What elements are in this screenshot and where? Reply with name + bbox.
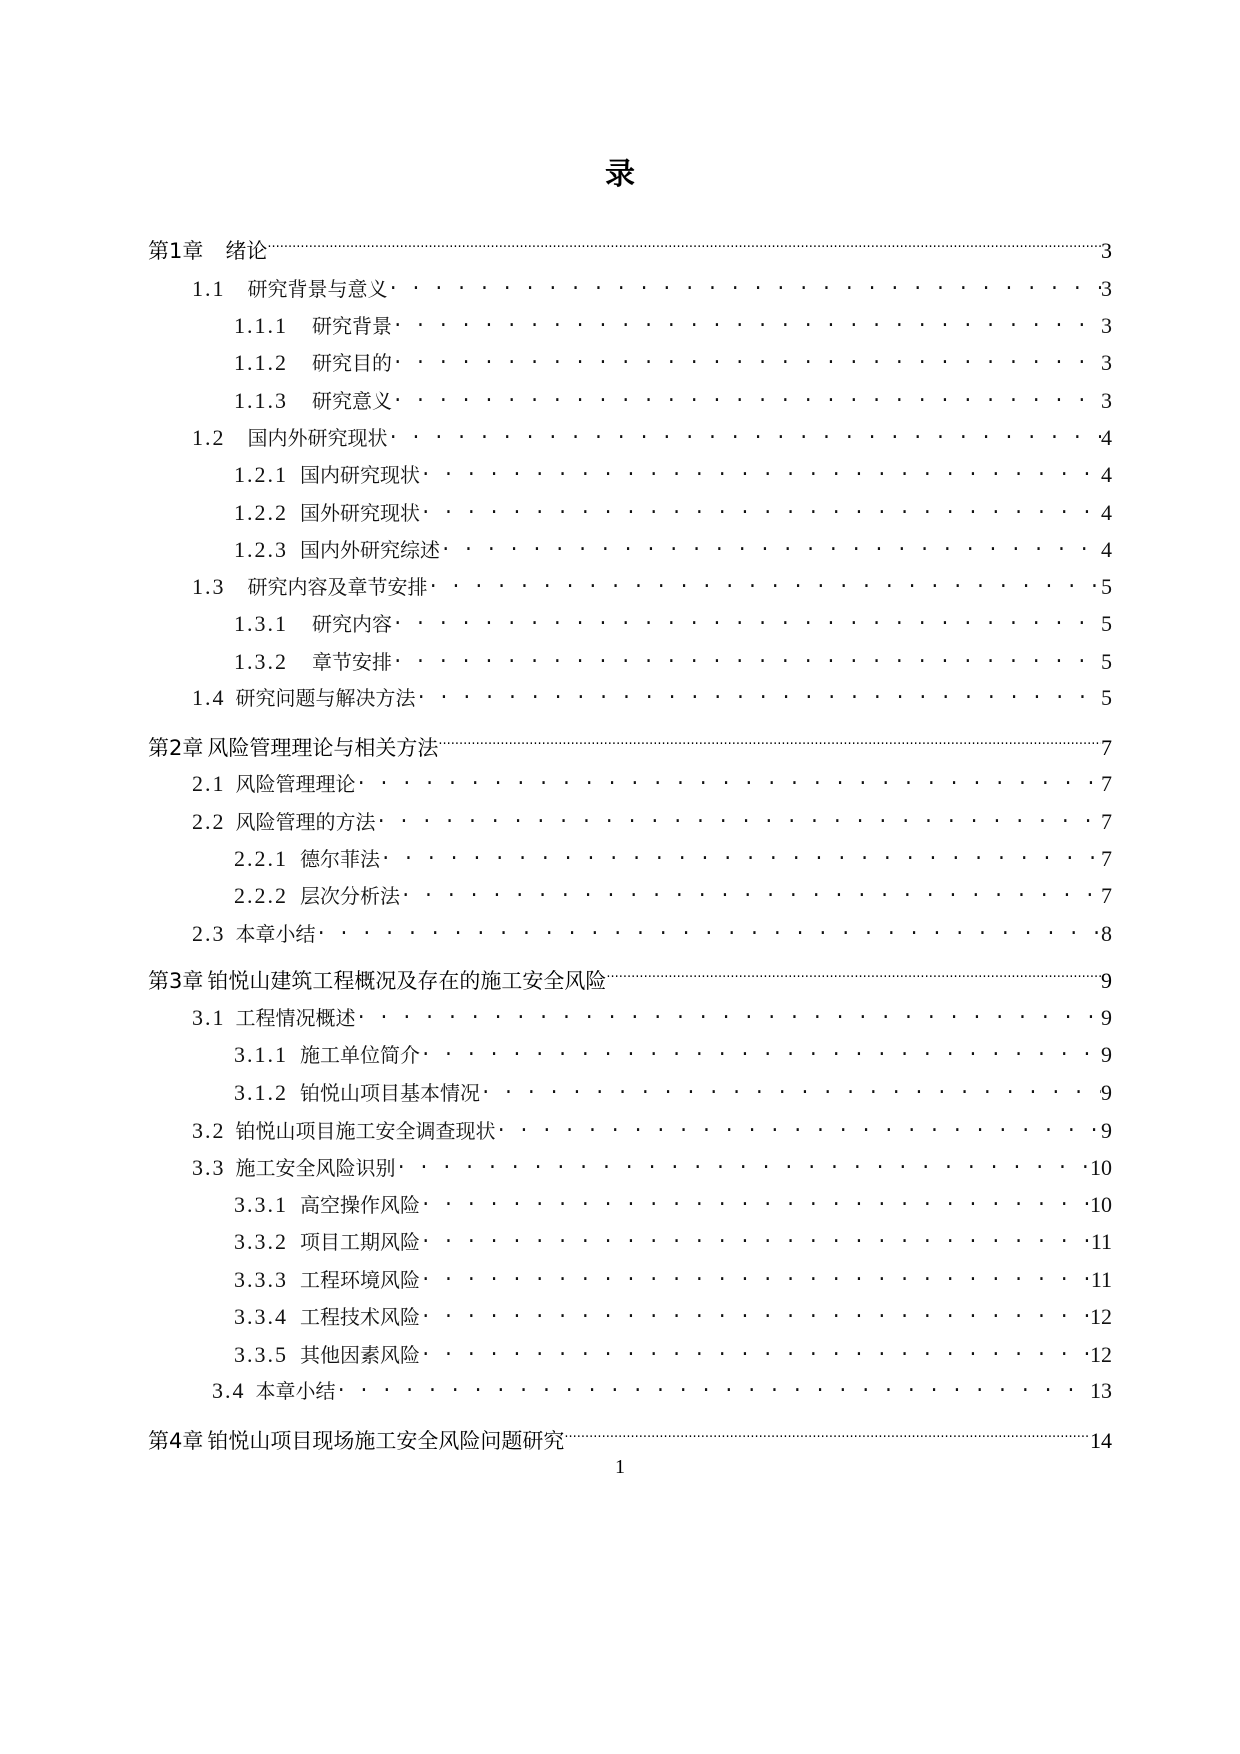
toc-entry-line	[148, 966, 1112, 996]
toc-entry-label: 国外研究现状	[300, 501, 420, 525]
toc-entry-page: 10	[1090, 1155, 1112, 1180]
toc-entry-label: 研究背景与意义	[247, 277, 388, 301]
toc-entry-label: 铂悦山建筑工程概况及存在的施工安全风险	[207, 969, 607, 993]
toc-section-entry[interactable]	[0, 609, 1240, 639]
toc-section-entry[interactable]	[0, 1227, 1240, 1257]
toc-entry-page: 7	[1101, 735, 1112, 760]
toc-entry-page: 9	[1101, 1080, 1112, 1105]
toc-entry-number: 第2章	[148, 736, 204, 760]
toc-section-entry[interactable]	[0, 1340, 1240, 1370]
toc-entry-label: 施工单位简介	[300, 1043, 420, 1067]
toc-entry-number: 1.1.2	[234, 350, 288, 375]
toc-entry-page: 9	[1101, 1042, 1112, 1067]
toc-section-entry[interactable]	[0, 807, 1240, 837]
toc-section-entry[interactable]	[0, 1003, 1240, 1033]
toc-entry-line	[234, 647, 1112, 677]
toc-entry-page: 3	[1101, 238, 1112, 263]
toc-section-entry[interactable]	[0, 1078, 1240, 1108]
toc-chapter-entry[interactable]	[0, 1426, 1240, 1456]
toc-entry-number: 2.1	[192, 771, 226, 796]
toc-section-entry[interactable]	[0, 423, 1240, 453]
toc-entry-page: 10	[1090, 1192, 1112, 1217]
toc-entry-line	[192, 919, 1112, 949]
toc-entry-number: 1.1	[192, 276, 226, 301]
dot-leader	[420, 1302, 1090, 1332]
toc-entry-page: 9	[1101, 1118, 1112, 1143]
toc-entry-number: 1.4	[192, 685, 226, 710]
dot-leader	[440, 535, 1101, 565]
dot-leader	[388, 423, 1102, 453]
toc-entry-page: 3	[1101, 276, 1112, 301]
toc-entry-page: 5	[1101, 685, 1112, 710]
toc-entry-number: 1.2	[192, 425, 226, 450]
toc-entry-number: 3.3.1	[234, 1192, 288, 1217]
toc-entry-number: 1.2.1	[234, 462, 288, 487]
dot-leader	[392, 609, 1101, 639]
dot-leader	[438, 733, 1101, 763]
dot-leader	[480, 1078, 1101, 1108]
toc-entry-line	[192, 807, 1112, 837]
dot-leader	[388, 274, 1102, 304]
toc-entry-label: 层次分析法	[300, 884, 400, 908]
toc-entry-number: 2.2.1	[234, 846, 288, 871]
toc-entry-page: 14	[1090, 1428, 1112, 1453]
toc-entry-label: 其他因素风险	[300, 1343, 420, 1367]
toc-chapter-entry[interactable]	[0, 966, 1240, 996]
toc-entry-label: 国内外研究综述	[300, 538, 440, 562]
toc-entry-number: 1.2.2	[234, 500, 288, 525]
dot-leader	[420, 1227, 1091, 1257]
toc-entry-label: 本章小结	[255, 1379, 336, 1403]
toc-section-entry[interactable]	[0, 844, 1240, 874]
toc-section-entry[interactable]	[0, 1153, 1240, 1183]
toc-entry-page: 11	[1090, 1267, 1112, 1292]
toc-entry-line	[234, 1340, 1112, 1370]
toc-entry-line	[212, 1376, 1112, 1406]
dot-leader	[420, 498, 1101, 528]
toc-entry-line	[234, 1040, 1112, 1070]
toc-entry-label: 风险管理理论	[235, 772, 356, 796]
toc-entry-number: 1.3.2	[234, 649, 288, 674]
toc-section-entry[interactable]	[0, 572, 1240, 602]
toc-entry-line	[148, 236, 1112, 266]
toc-entry-page: 7	[1101, 771, 1112, 796]
toc-entry-page: 9	[1101, 968, 1112, 993]
toc-entry-page: 4	[1101, 425, 1112, 450]
toc-entry-page: 4	[1101, 500, 1112, 525]
toc-chapter-entry[interactable]	[0, 236, 1240, 266]
toc-entry-page: 3	[1101, 313, 1112, 338]
toc-entry-number: 3.3.2	[234, 1229, 288, 1254]
toc-entry-label: 高空操作风险	[300, 1193, 420, 1217]
toc-entry-page: 5	[1101, 611, 1112, 636]
dot-leader	[420, 1040, 1101, 1070]
toc-entry-line	[192, 769, 1112, 799]
dot-leader	[396, 1153, 1091, 1183]
toc-entry-page: 13	[1090, 1378, 1112, 1403]
toc-entry-line	[234, 1078, 1112, 1108]
toc-entry-line	[148, 1426, 1112, 1456]
dot-leader	[420, 1265, 1091, 1295]
toc-entry-line	[234, 311, 1112, 341]
toc-entry-label: 德尔菲法	[300, 847, 380, 871]
dot-leader	[416, 683, 1102, 713]
toc-entry-label: 本章小结	[235, 922, 316, 946]
toc-entry-line	[234, 1265, 1112, 1295]
toc-section-entry[interactable]	[0, 311, 1240, 341]
dot-leader	[380, 844, 1101, 874]
dot-leader	[606, 966, 1101, 996]
toc-entry-page: 5	[1101, 649, 1112, 674]
toc-entry-number: 第4章	[148, 1429, 204, 1453]
toc-entry-number: 1.3.1	[234, 611, 288, 636]
toc-entry-line	[234, 535, 1112, 565]
toc-entry-page: 3	[1101, 388, 1112, 413]
toc-entry-label: 工程情况概述	[235, 1006, 356, 1030]
toc-entry-number: 3.2	[192, 1118, 226, 1143]
dot-leader	[356, 1003, 1102, 1033]
dot-leader	[336, 1376, 1091, 1406]
toc-section-entry[interactable]	[0, 769, 1240, 799]
dot-leader	[428, 572, 1102, 602]
dot-leader	[420, 1190, 1090, 1220]
toc-entry-number: 第1章	[148, 239, 204, 263]
toc-entry-label: 研究意义	[312, 389, 392, 413]
toc-entry-number: 1.1.3	[234, 388, 288, 413]
toc-chapter-entry[interactable]	[0, 733, 1240, 763]
dot-leader	[316, 919, 1102, 949]
toc-section-entry[interactable]	[0, 460, 1240, 490]
toc-entry-page: 3	[1101, 350, 1112, 375]
toc-section-entry[interactable]	[0, 919, 1240, 949]
toc-entry-line	[192, 572, 1112, 602]
toc-entry-page: 9	[1101, 1005, 1112, 1030]
toc-entry-page: 12	[1090, 1304, 1112, 1329]
dot-leader	[400, 881, 1101, 911]
toc-section-entry[interactable]	[0, 1265, 1240, 1295]
toc-entry-number: 2.2.2	[234, 883, 288, 908]
dot-leader	[376, 807, 1102, 837]
toc-entry-number: 1.3	[192, 574, 226, 599]
toc-entry-label: 研究内容	[312, 612, 392, 636]
toc-entry-page: 4	[1101, 537, 1112, 562]
toc-entry-page: 11	[1090, 1229, 1112, 1254]
toc-section-entry[interactable]	[0, 683, 1240, 713]
toc-entry-number: 第3章	[148, 969, 204, 993]
toc-entry-label: 国内外研究现状	[247, 426, 388, 450]
toc-entry-number: 3.3	[192, 1155, 226, 1180]
toc-entry-line	[234, 881, 1112, 911]
toc-section-entry[interactable]	[0, 535, 1240, 565]
toc-entry-label: 项目工期风险	[300, 1230, 420, 1254]
toc-entry-number: 1.2.3	[234, 537, 288, 562]
toc-section-entry[interactable]	[0, 274, 1240, 304]
toc-section-entry[interactable]	[0, 348, 1240, 378]
dot-leader	[420, 1340, 1090, 1370]
toc-entry-number: 3.3.3	[234, 1267, 288, 1292]
toc-entry-line	[192, 274, 1112, 304]
toc-entry-label: 风险管理理论与相关方法	[207, 736, 439, 760]
toc-entry-page: 4	[1101, 462, 1112, 487]
toc-entry-line	[192, 1003, 1112, 1033]
toc-section-entry[interactable]	[0, 1190, 1240, 1220]
toc-entry-page: 7	[1101, 846, 1112, 871]
dot-leader	[392, 348, 1101, 378]
toc-entry-label: 研究目的	[312, 351, 392, 375]
toc-entry-line	[192, 683, 1112, 713]
toc-entry-number: 2.2	[192, 809, 226, 834]
toc-entry-number: 3.1.1	[234, 1042, 288, 1067]
page-number: 1	[615, 1456, 625, 1478]
dot-leader	[420, 460, 1101, 490]
toc-entry-label: 施工安全风险识别	[235, 1156, 396, 1180]
toc-entry-label: 研究内容及章节安排	[247, 575, 428, 599]
toc-section-entry[interactable]	[0, 386, 1240, 416]
toc-entry-label: 研究问题与解决方法	[235, 686, 416, 710]
toc-entry-line	[234, 460, 1112, 490]
toc-entry-line	[234, 1302, 1112, 1332]
toc-section-entry[interactable]	[0, 881, 1240, 911]
toc-entry-number: 3.3.4	[234, 1304, 288, 1329]
toc-entry-line	[234, 386, 1112, 416]
toc-entry-line	[192, 1116, 1112, 1146]
toc-entry-label: 铂悦山项目基本情况	[300, 1081, 480, 1105]
toc-entry-line	[234, 1227, 1112, 1257]
toc-section-entry[interactable]	[0, 1040, 1240, 1070]
toc-section-entry[interactable]	[0, 1302, 1240, 1332]
toc-section-entry[interactable]	[0, 498, 1240, 528]
dot-leader	[356, 769, 1102, 799]
toc-section-entry[interactable]	[0, 647, 1240, 677]
toc-entry-label: 铂悦山项目施工安全调查现状	[235, 1119, 496, 1143]
dot-leader	[392, 311, 1101, 341]
toc-entry-number: 3.1	[192, 1005, 226, 1030]
dot-leader	[392, 647, 1101, 677]
dot-leader	[267, 236, 1101, 266]
dot-leader	[496, 1116, 1102, 1146]
toc-entry-page: 7	[1101, 883, 1112, 908]
toc-entry-number: 3.4	[212, 1378, 246, 1403]
toc-entry-page: 5	[1101, 574, 1112, 599]
toc-entry-label: 研究背景	[312, 314, 392, 338]
toc-entry-line	[192, 1153, 1112, 1183]
toc-title: 录	[605, 157, 635, 192]
toc-entry-label: 风险管理的方法	[235, 810, 376, 834]
toc-entry-line	[192, 423, 1112, 453]
toc-entry-label: 工程技术风险	[300, 1305, 420, 1329]
toc-entry-label: 绪论	[225, 239, 268, 263]
toc-entry-page: 12	[1090, 1342, 1112, 1367]
toc-section-entry[interactable]	[0, 1376, 1240, 1406]
toc-entry-line	[234, 844, 1112, 874]
toc-entry-line	[234, 348, 1112, 378]
toc-entry-number: 2.3	[192, 921, 226, 946]
dot-leader	[564, 1426, 1090, 1456]
toc-entry-number: 1.1.1	[234, 313, 288, 338]
toc-entry-line	[234, 1190, 1112, 1220]
toc-entry-number: 3.3.5	[234, 1342, 288, 1367]
toc-entry-page: 8	[1101, 921, 1112, 946]
toc-entry-label: 章节安排	[312, 650, 392, 674]
toc-entry-label: 国内研究现状	[300, 463, 420, 487]
dot-leader	[392, 386, 1101, 416]
toc-entry-line	[234, 498, 1112, 528]
toc-entry-number: 3.1.2	[234, 1080, 288, 1105]
toc-entry-label: 铂悦山项目现场施工安全风险问题研究	[207, 1429, 565, 1453]
toc-section-entry[interactable]	[0, 1116, 1240, 1146]
toc-entry-line	[234, 609, 1112, 639]
toc-entry-page: 7	[1101, 809, 1112, 834]
toc-entry-label: 工程环境风险	[300, 1268, 420, 1292]
toc-entry-line	[148, 733, 1112, 763]
